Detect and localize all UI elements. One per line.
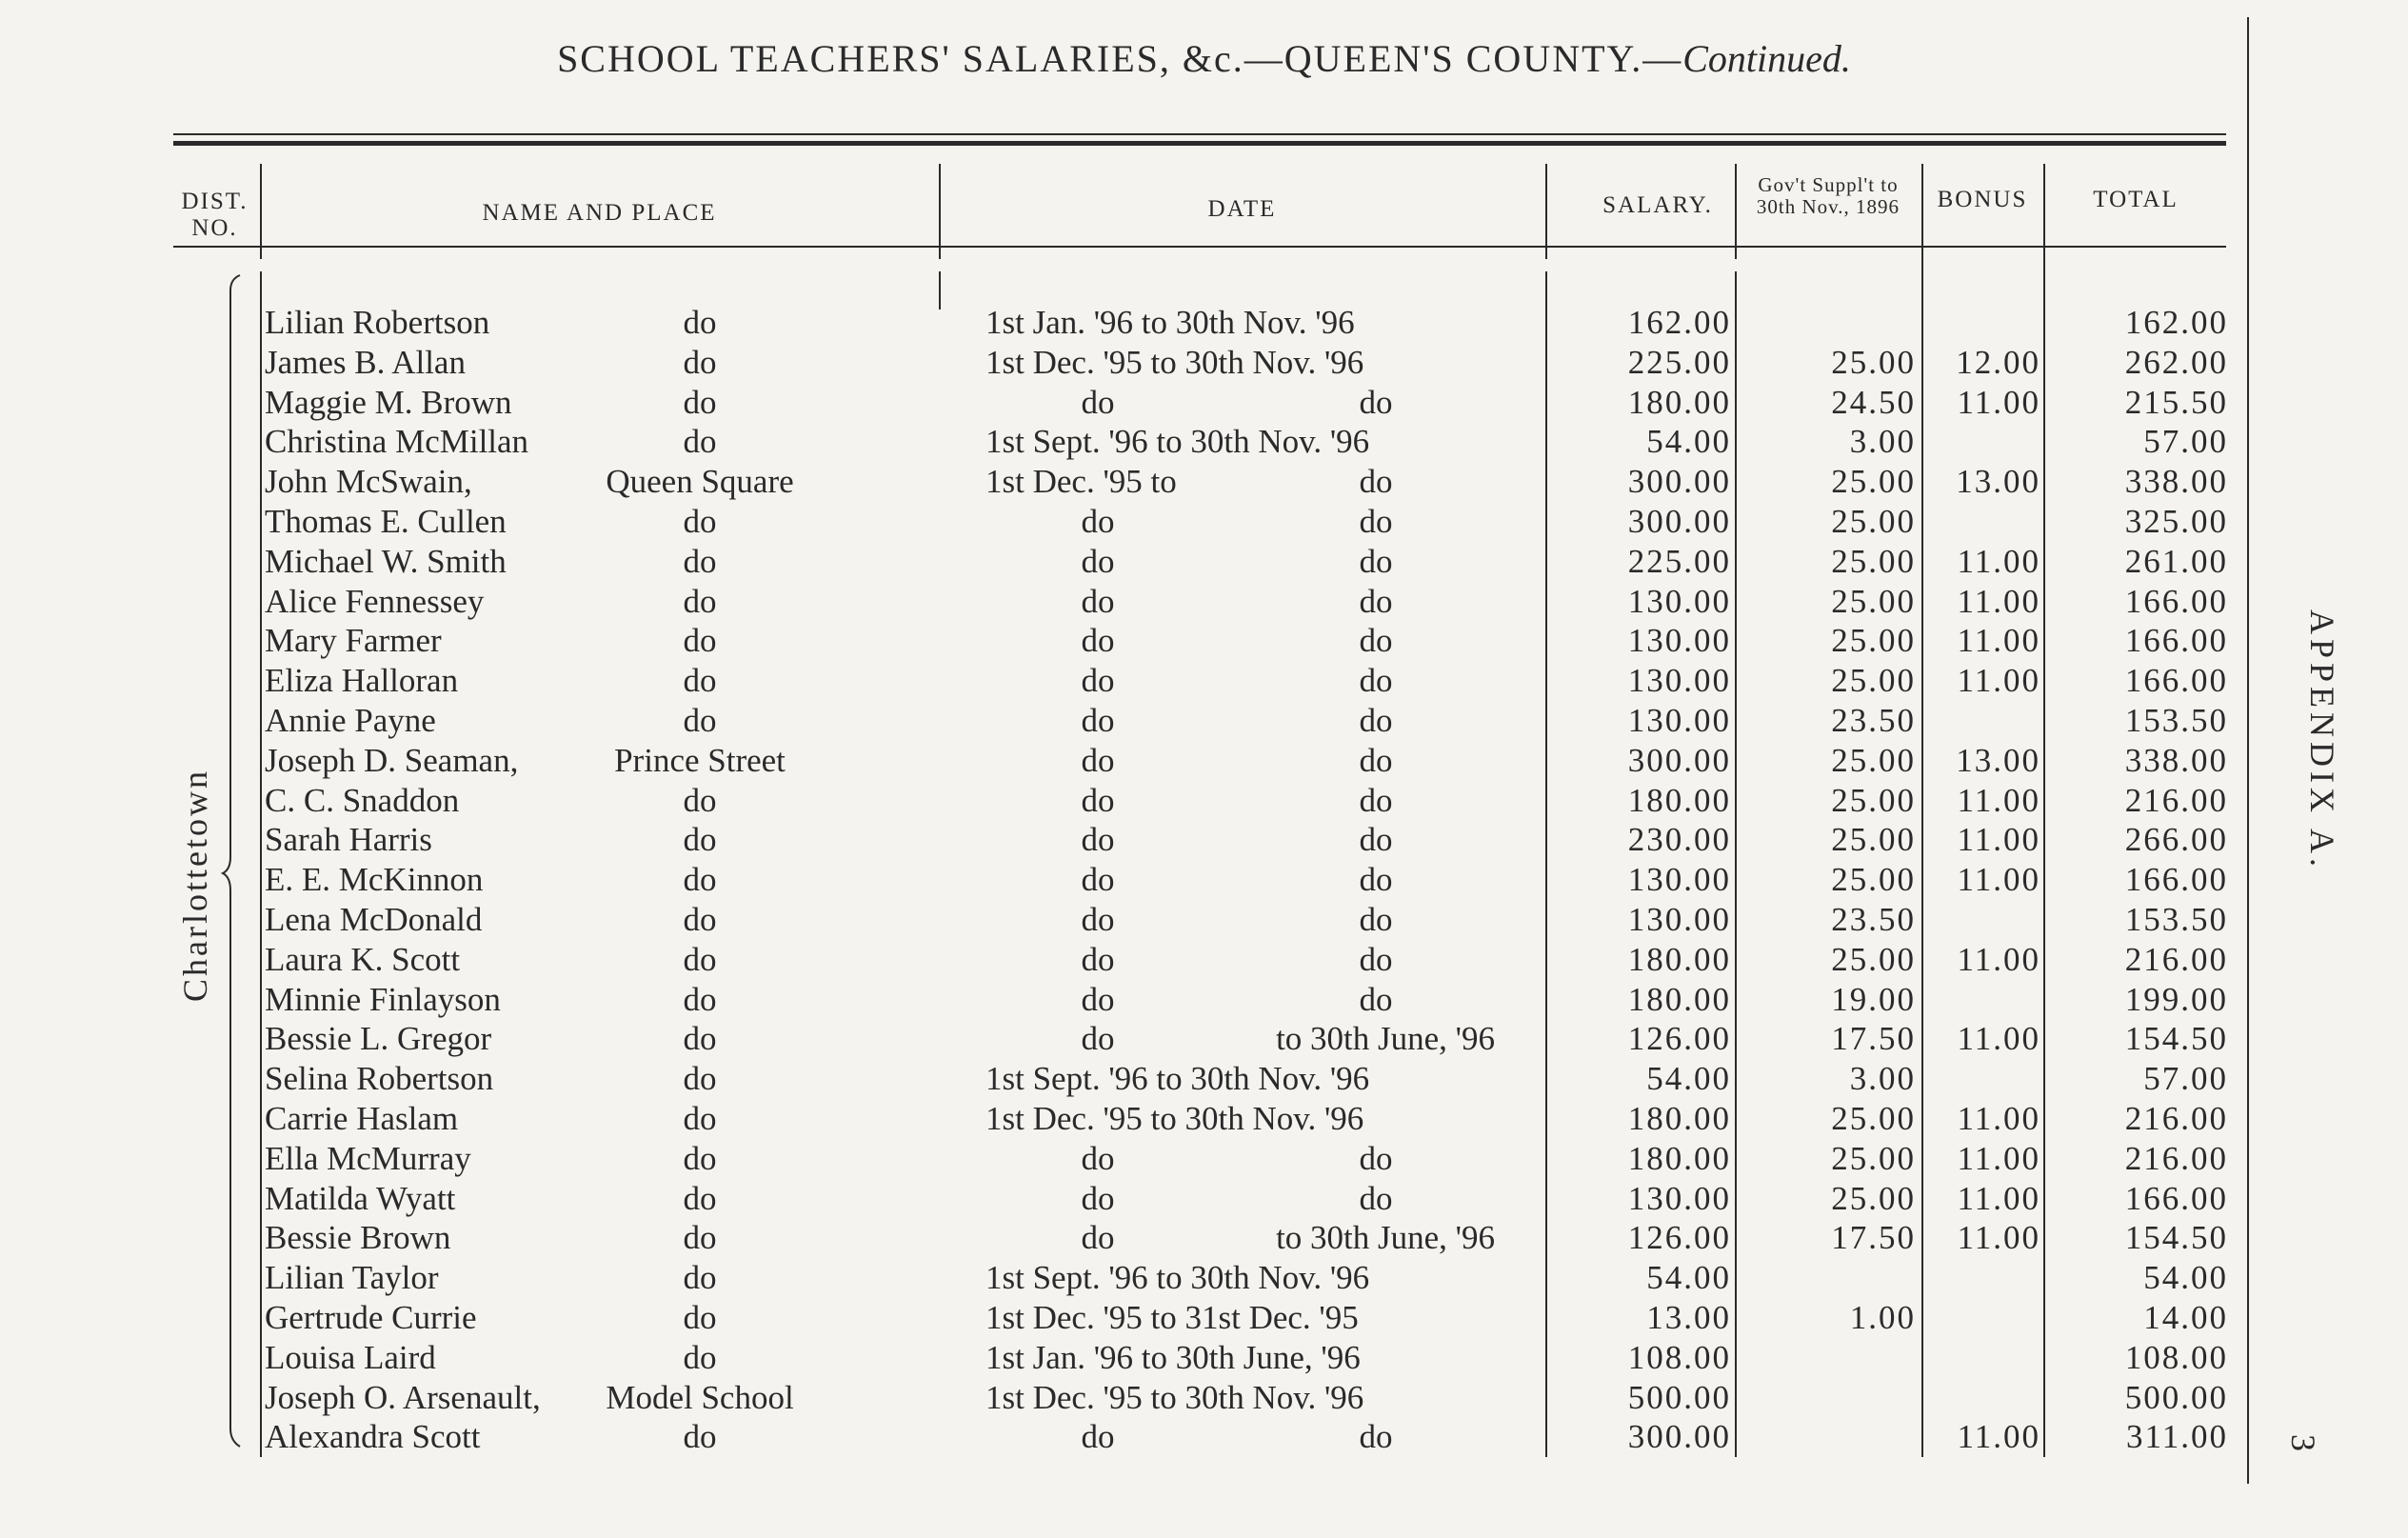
gov-supplement-value: 25.00 <box>1831 463 1916 500</box>
date-end: to 30th June, '96 <box>1276 1020 1495 1057</box>
teacher-name: Minnie Finlayson <box>265 981 501 1018</box>
gov-supplement-value: 25.00 <box>1831 1180 1916 1217</box>
total-value: 216.00 <box>2124 1100 2228 1137</box>
table-row <box>0 701 2408 741</box>
header-salary: SALARY. <box>1602 192 1713 218</box>
teacher-place: do <box>683 1299 717 1336</box>
date-from: do <box>1081 503 1115 540</box>
gov-supplement-value: 25.00 <box>1831 503 1916 540</box>
gov-supplement-value: 25.00 <box>1831 941 1916 978</box>
total-value: 266.00 <box>2124 821 2228 858</box>
teacher-place: do <box>683 941 717 978</box>
table-row <box>0 1059 2408 1099</box>
total-value: 166.00 <box>2124 583 2228 620</box>
date-to: do <box>1359 1180 1393 1217</box>
bonus-value: 11.00 <box>1957 543 2040 580</box>
table-row <box>0 582 2408 622</box>
header-rule-thin <box>173 133 2226 135</box>
table-row <box>0 383 2408 423</box>
gov-supplement-value: 25.00 <box>1831 344 1916 381</box>
teacher-name: Louisa Laird <box>265 1339 436 1376</box>
date-to: do <box>1359 622 1393 659</box>
salary-value: 162.00 <box>1627 304 1731 341</box>
total-value: 311.00 <box>2126 1418 2228 1455</box>
teacher-name: Michael W. Smith <box>265 543 507 580</box>
date-to: do <box>1359 901 1393 938</box>
salary-value: 300.00 <box>1627 463 1731 500</box>
gov-supplement-value: 25.00 <box>1831 622 1916 659</box>
teacher-name: Matilda Wyatt <box>265 1180 456 1217</box>
teacher-name: E. E. McKinnon <box>265 861 484 898</box>
date-range: 1st Dec. '95 to <box>985 463 1177 500</box>
teacher-name: Annie Payne <box>265 702 436 739</box>
page-title <box>0 36 2408 81</box>
teacher-place: do <box>683 782 717 819</box>
header-dist-line2: NO. <box>191 215 238 241</box>
gov-supplement-value: 17.50 <box>1831 1020 1916 1057</box>
column-divider-date <box>1545 164 1547 259</box>
date-to: do <box>1359 941 1393 978</box>
teacher-name: Selina Robertson <box>265 1060 494 1097</box>
gov-supplement-value: 25.00 <box>1831 1100 1916 1137</box>
gov-supplement-value: 23.50 <box>1831 702 1916 739</box>
salary-value: 108.00 <box>1627 1339 1731 1376</box>
gov-supplement-value: 23.50 <box>1831 901 1916 938</box>
table-row <box>0 1258 2408 1298</box>
total-value: 199.00 <box>2124 981 2228 1018</box>
total-value: 153.50 <box>2124 702 2228 739</box>
teacher-name: Eliza Halloran <box>265 662 459 699</box>
teacher-place: do <box>683 1339 717 1376</box>
date-from: do <box>1081 861 1115 898</box>
salary-value: 130.00 <box>1627 1180 1731 1217</box>
date-to: do <box>1359 583 1393 620</box>
table-row <box>0 1019 2408 1059</box>
date-to: do <box>1359 543 1393 580</box>
bonus-value: 11.00 <box>1957 861 2040 898</box>
teacher-place: do <box>683 622 717 659</box>
teacher-place: do <box>683 1100 717 1137</box>
teacher-name: Thomas E. Cullen <box>265 503 507 540</box>
header-dist-no <box>169 189 260 242</box>
total-value: 162.00 <box>2124 304 2228 341</box>
teacher-place: do <box>683 1020 717 1057</box>
date-from: do <box>1081 1418 1115 1455</box>
total-value: 261.00 <box>2124 543 2228 580</box>
header-total: TOTAL <box>2093 187 2179 212</box>
date-to: do <box>1359 384 1393 421</box>
date-from: do <box>1081 702 1115 739</box>
table-row <box>0 1099 2408 1139</box>
date-to: do <box>1359 1140 1393 1177</box>
table-row <box>0 1338 2408 1378</box>
header-bottom-rule <box>173 246 2226 248</box>
total-value: 215.50 <box>2124 384 2228 421</box>
table-row <box>0 741 2408 781</box>
table-row <box>0 980 2408 1020</box>
teacher-place: do <box>683 821 717 858</box>
salary-value: 130.00 <box>1627 622 1731 659</box>
date-from: do <box>1081 543 1115 580</box>
total-value: 216.00 <box>2124 782 2228 819</box>
teacher-place: do <box>683 662 717 699</box>
salary-value: 225.00 <box>1627 344 1731 381</box>
table-row <box>0 781 2408 821</box>
teacher-name: Alexandra Scott <box>265 1418 481 1455</box>
salary-value: 180.00 <box>1627 782 1731 819</box>
gov-supplement-value: 25.00 <box>1831 583 1916 620</box>
teacher-name: Christina McMillan <box>265 423 529 460</box>
date-to: do <box>1359 782 1393 819</box>
salary-value: 300.00 <box>1627 742 1731 779</box>
gov-supplement-value: 3.00 <box>1849 1060 1916 1097</box>
teacher-place: do <box>683 423 717 460</box>
salary-value: 130.00 <box>1627 861 1731 898</box>
salary-value: 54.00 <box>1646 423 1731 460</box>
date-to: do <box>1359 861 1393 898</box>
teacher-place: do <box>683 1418 717 1455</box>
teacher-place: do <box>683 304 717 341</box>
total-value: 166.00 <box>2124 622 2228 659</box>
teacher-place: Prince Street <box>614 742 786 779</box>
teacher-place: do <box>683 503 717 540</box>
page-title-continued: Continued. <box>1682 37 1851 80</box>
date-to: do <box>1359 463 1393 500</box>
total-value: 153.50 <box>2124 901 2228 938</box>
teacher-name: John McSwain, <box>265 463 472 500</box>
header-gov-line2: 30th Nov., 1896 <box>1756 195 1901 218</box>
date-to: do <box>1359 981 1393 1018</box>
header-date: DATE <box>1207 196 1277 222</box>
bonus-value: 11.00 <box>1957 1020 2040 1057</box>
bonus-value: 13.00 <box>1956 742 2040 779</box>
salary-value: 180.00 <box>1627 1100 1731 1137</box>
total-value: 54.00 <box>2143 1259 2228 1296</box>
date-to: do <box>1359 742 1393 779</box>
teacher-place: do <box>683 583 717 620</box>
date-from: do <box>1081 782 1115 819</box>
teacher-name: Bessie L. Gregor <box>265 1020 492 1057</box>
date-from: do <box>1081 901 1115 938</box>
bonus-value: 11.00 <box>1957 1418 2040 1455</box>
teacher-place: do <box>683 1140 717 1177</box>
table-row <box>0 940 2408 980</box>
teacher-name: Gertrude Currie <box>265 1299 477 1336</box>
date-to: do <box>1359 702 1393 739</box>
table-row <box>0 860 2408 900</box>
teacher-name: Lena McDonald <box>265 901 483 938</box>
gov-supplement-value: 25.00 <box>1831 782 1916 819</box>
date-from: do <box>1081 1180 1115 1217</box>
teacher-place: do <box>683 1219 717 1256</box>
bonus-value: 13.00 <box>1956 463 2040 500</box>
date-from: do <box>1081 662 1115 699</box>
bonus-value: 11.00 <box>1957 384 2040 421</box>
gov-supplement-value: 25.00 <box>1831 662 1916 699</box>
teacher-place: do <box>683 1259 717 1296</box>
teacher-name: Joseph D. Seaman, <box>265 742 519 779</box>
bonus-value: 11.00 <box>1957 662 2040 699</box>
total-value: 166.00 <box>2124 1180 2228 1217</box>
teacher-name: Lilian Robertson <box>265 304 490 341</box>
date-range: 1st Sept. '96 to 30th Nov. '96 <box>985 1060 1370 1097</box>
salary-value: 130.00 <box>1627 662 1731 699</box>
teacher-place: do <box>683 702 717 739</box>
bonus-value: 11.00 <box>1957 821 2040 858</box>
table-row <box>0 1218 2408 1258</box>
teacher-place: do <box>683 981 717 1018</box>
bonus-value: 12.00 <box>1956 344 2040 381</box>
teacher-name: Bessie Brown <box>265 1219 451 1256</box>
appendix-label: APPENDIX A. <box>2303 609 2341 872</box>
district-label: Charlottetown <box>176 769 214 1003</box>
gov-supplement-value: 19.00 <box>1831 981 1916 1018</box>
salary-value: 126.00 <box>1627 1219 1731 1256</box>
table-row <box>0 621 2408 661</box>
date-to: do <box>1359 503 1393 540</box>
bonus-value: 11.00 <box>1957 1100 2040 1137</box>
salary-value: 130.00 <box>1627 901 1731 938</box>
date-from: do <box>1081 384 1115 421</box>
teacher-name: James B. Allan <box>265 344 466 381</box>
date-from: do <box>1081 1020 1115 1057</box>
bonus-value: 11.00 <box>1957 1180 2040 1217</box>
teacher-place: do <box>683 384 717 421</box>
table-row <box>0 1417 2408 1457</box>
date-from: do <box>1081 1219 1115 1256</box>
date-from: do <box>1081 941 1115 978</box>
salary-value: 180.00 <box>1627 941 1731 978</box>
total-value: 325.00 <box>2124 503 2228 540</box>
salary-value: 130.00 <box>1627 702 1731 739</box>
header-name-place: NAME AND PLACE <box>482 200 717 226</box>
salary-value: 180.00 <box>1627 384 1731 421</box>
salary-value: 230.00 <box>1627 821 1731 858</box>
gov-supplement-value: 17.50 <box>1831 1219 1916 1256</box>
table-row <box>0 820 2408 860</box>
total-value: 154.50 <box>2124 1020 2228 1057</box>
date-from: do <box>1081 622 1115 659</box>
date-range: 1st Dec. '95 to 30th Nov. '96 <box>985 344 1364 381</box>
gov-supplement-value: 3.00 <box>1849 423 1916 460</box>
teacher-name: Sarah Harris <box>265 821 432 858</box>
table-row <box>0 303 2408 343</box>
salary-value: 180.00 <box>1627 1140 1731 1177</box>
teacher-place: Model School <box>606 1379 794 1416</box>
date-end: to 30th June, '96 <box>1276 1219 1495 1256</box>
salary-value: 180.00 <box>1627 981 1731 1018</box>
date-range: 1st Sept. '96 to 30th Nov. '96 <box>985 423 1370 460</box>
header-rule-thick <box>173 141 2226 146</box>
header-bonus: BONUS <box>1937 187 2028 212</box>
total-value: 14.00 <box>2143 1299 2228 1336</box>
teacher-name: Joseph O. Arsenault, <box>265 1379 541 1416</box>
table-row <box>0 1179 2408 1219</box>
table-row <box>0 542 2408 582</box>
teacher-name: C. C. Snaddon <box>265 782 460 819</box>
date-range: 1st Sept. '96 to 30th Nov. '96 <box>985 1259 1370 1296</box>
gov-supplement-value: 25.00 <box>1831 543 1916 580</box>
bonus-value: 11.00 <box>1957 622 2040 659</box>
table-row <box>0 422 2408 462</box>
table-row <box>0 502 2408 542</box>
teacher-name: Ella McMurray <box>265 1140 471 1177</box>
gov-supplement-value: 25.00 <box>1831 861 1916 898</box>
salary-value: 13.00 <box>1646 1299 1731 1336</box>
teacher-place: do <box>683 861 717 898</box>
date-from: do <box>1081 583 1115 620</box>
table-row <box>0 1139 2408 1179</box>
teacher-place: do <box>683 1060 717 1097</box>
bonus-value: 11.00 <box>1957 1140 2040 1177</box>
bonus-value: 11.00 <box>1957 1219 2040 1256</box>
total-value: 216.00 <box>2124 941 2228 978</box>
teacher-place: do <box>683 344 717 381</box>
total-value: 338.00 <box>2124 742 2228 779</box>
date-from: do <box>1081 742 1115 779</box>
table-row <box>0 1298 2408 1338</box>
total-value: 154.50 <box>2124 1219 2228 1256</box>
teacher-name: Carrie Haslam <box>265 1100 459 1137</box>
date-to: do <box>1359 662 1393 699</box>
total-value: 216.00 <box>2124 1140 2228 1177</box>
date-to: do <box>1359 1418 1393 1455</box>
total-value: 166.00 <box>2124 662 2228 699</box>
date-from: do <box>1081 981 1115 1018</box>
table-row <box>0 462 2408 502</box>
salary-value: 54.00 <box>1646 1060 1731 1097</box>
salary-value: 500.00 <box>1627 1379 1731 1416</box>
teacher-place: Queen Square <box>606 463 794 500</box>
total-value: 262.00 <box>2124 344 2228 381</box>
date-range: 1st Jan. '96 to 30th June, '96 <box>985 1339 1361 1376</box>
teacher-name: Lilian Taylor <box>265 1259 439 1296</box>
total-value: 108.00 <box>2124 1339 2228 1376</box>
date-range: 1st Jan. '96 to 30th Nov. '96 <box>985 304 1355 341</box>
date-range: 1st Dec. '95 to 30th Nov. '96 <box>985 1100 1364 1137</box>
header-gov-suppl <box>1735 174 1921 218</box>
total-value: 57.00 <box>2143 423 2228 460</box>
gov-supplement-value: 25.00 <box>1831 742 1916 779</box>
date-to: do <box>1359 821 1393 858</box>
teacher-place: do <box>683 901 717 938</box>
total-value: 500.00 <box>2124 1379 2228 1416</box>
date-from: do <box>1081 821 1115 858</box>
teacher-name: Laura K. Scott <box>265 941 461 978</box>
date-range: 1st Dec. '95 to 30th Nov. '96 <box>985 1379 1364 1416</box>
gov-supplement-value: 25.00 <box>1831 821 1916 858</box>
page-title-main: SCHOOL TEACHERS' SALARIES, &c.—QUEEN'S COUNTY.— <box>557 37 1683 80</box>
salary-value: 300.00 <box>1627 1418 1731 1455</box>
total-value: 166.00 <box>2124 861 2228 898</box>
gov-supplement-value: 24.50 <box>1831 384 1916 421</box>
teacher-name: Mary Farmer <box>265 622 442 659</box>
salary-value: 300.00 <box>1627 503 1731 540</box>
bonus-value: 11.00 <box>1957 782 2040 819</box>
header-dist-line1: DIST. <box>181 189 249 214</box>
teacher-place: do <box>683 543 717 580</box>
bonus-value: 11.00 <box>1957 941 2040 978</box>
teacher-name: Maggie M. Brown <box>265 384 512 421</box>
table-row <box>0 343 2408 383</box>
table-row <box>0 661 2408 701</box>
teacher-place: do <box>683 1180 717 1217</box>
date-from: do <box>1081 1140 1115 1177</box>
header-gov-line1: Gov't Suppl't to <box>1758 173 1899 196</box>
salary-value: 54.00 <box>1646 1259 1731 1296</box>
total-value: 338.00 <box>2124 463 2228 500</box>
table-row <box>0 900 2408 940</box>
page-number: 3 <box>2284 1434 2322 1451</box>
total-value: 57.00 <box>2143 1060 2228 1097</box>
salary-value: 130.00 <box>1627 583 1731 620</box>
bonus-value: 11.00 <box>1957 583 2040 620</box>
salary-value: 126.00 <box>1627 1020 1731 1057</box>
gov-supplement-value: 1.00 <box>1849 1299 1916 1336</box>
table-row <box>0 1378 2408 1418</box>
salary-value: 225.00 <box>1627 543 1731 580</box>
date-range: 1st Dec. '95 to 31st Dec. '95 <box>985 1299 1359 1336</box>
gov-supplement-value: 25.00 <box>1831 1140 1916 1177</box>
teacher-name: Alice Fennessey <box>265 583 485 620</box>
